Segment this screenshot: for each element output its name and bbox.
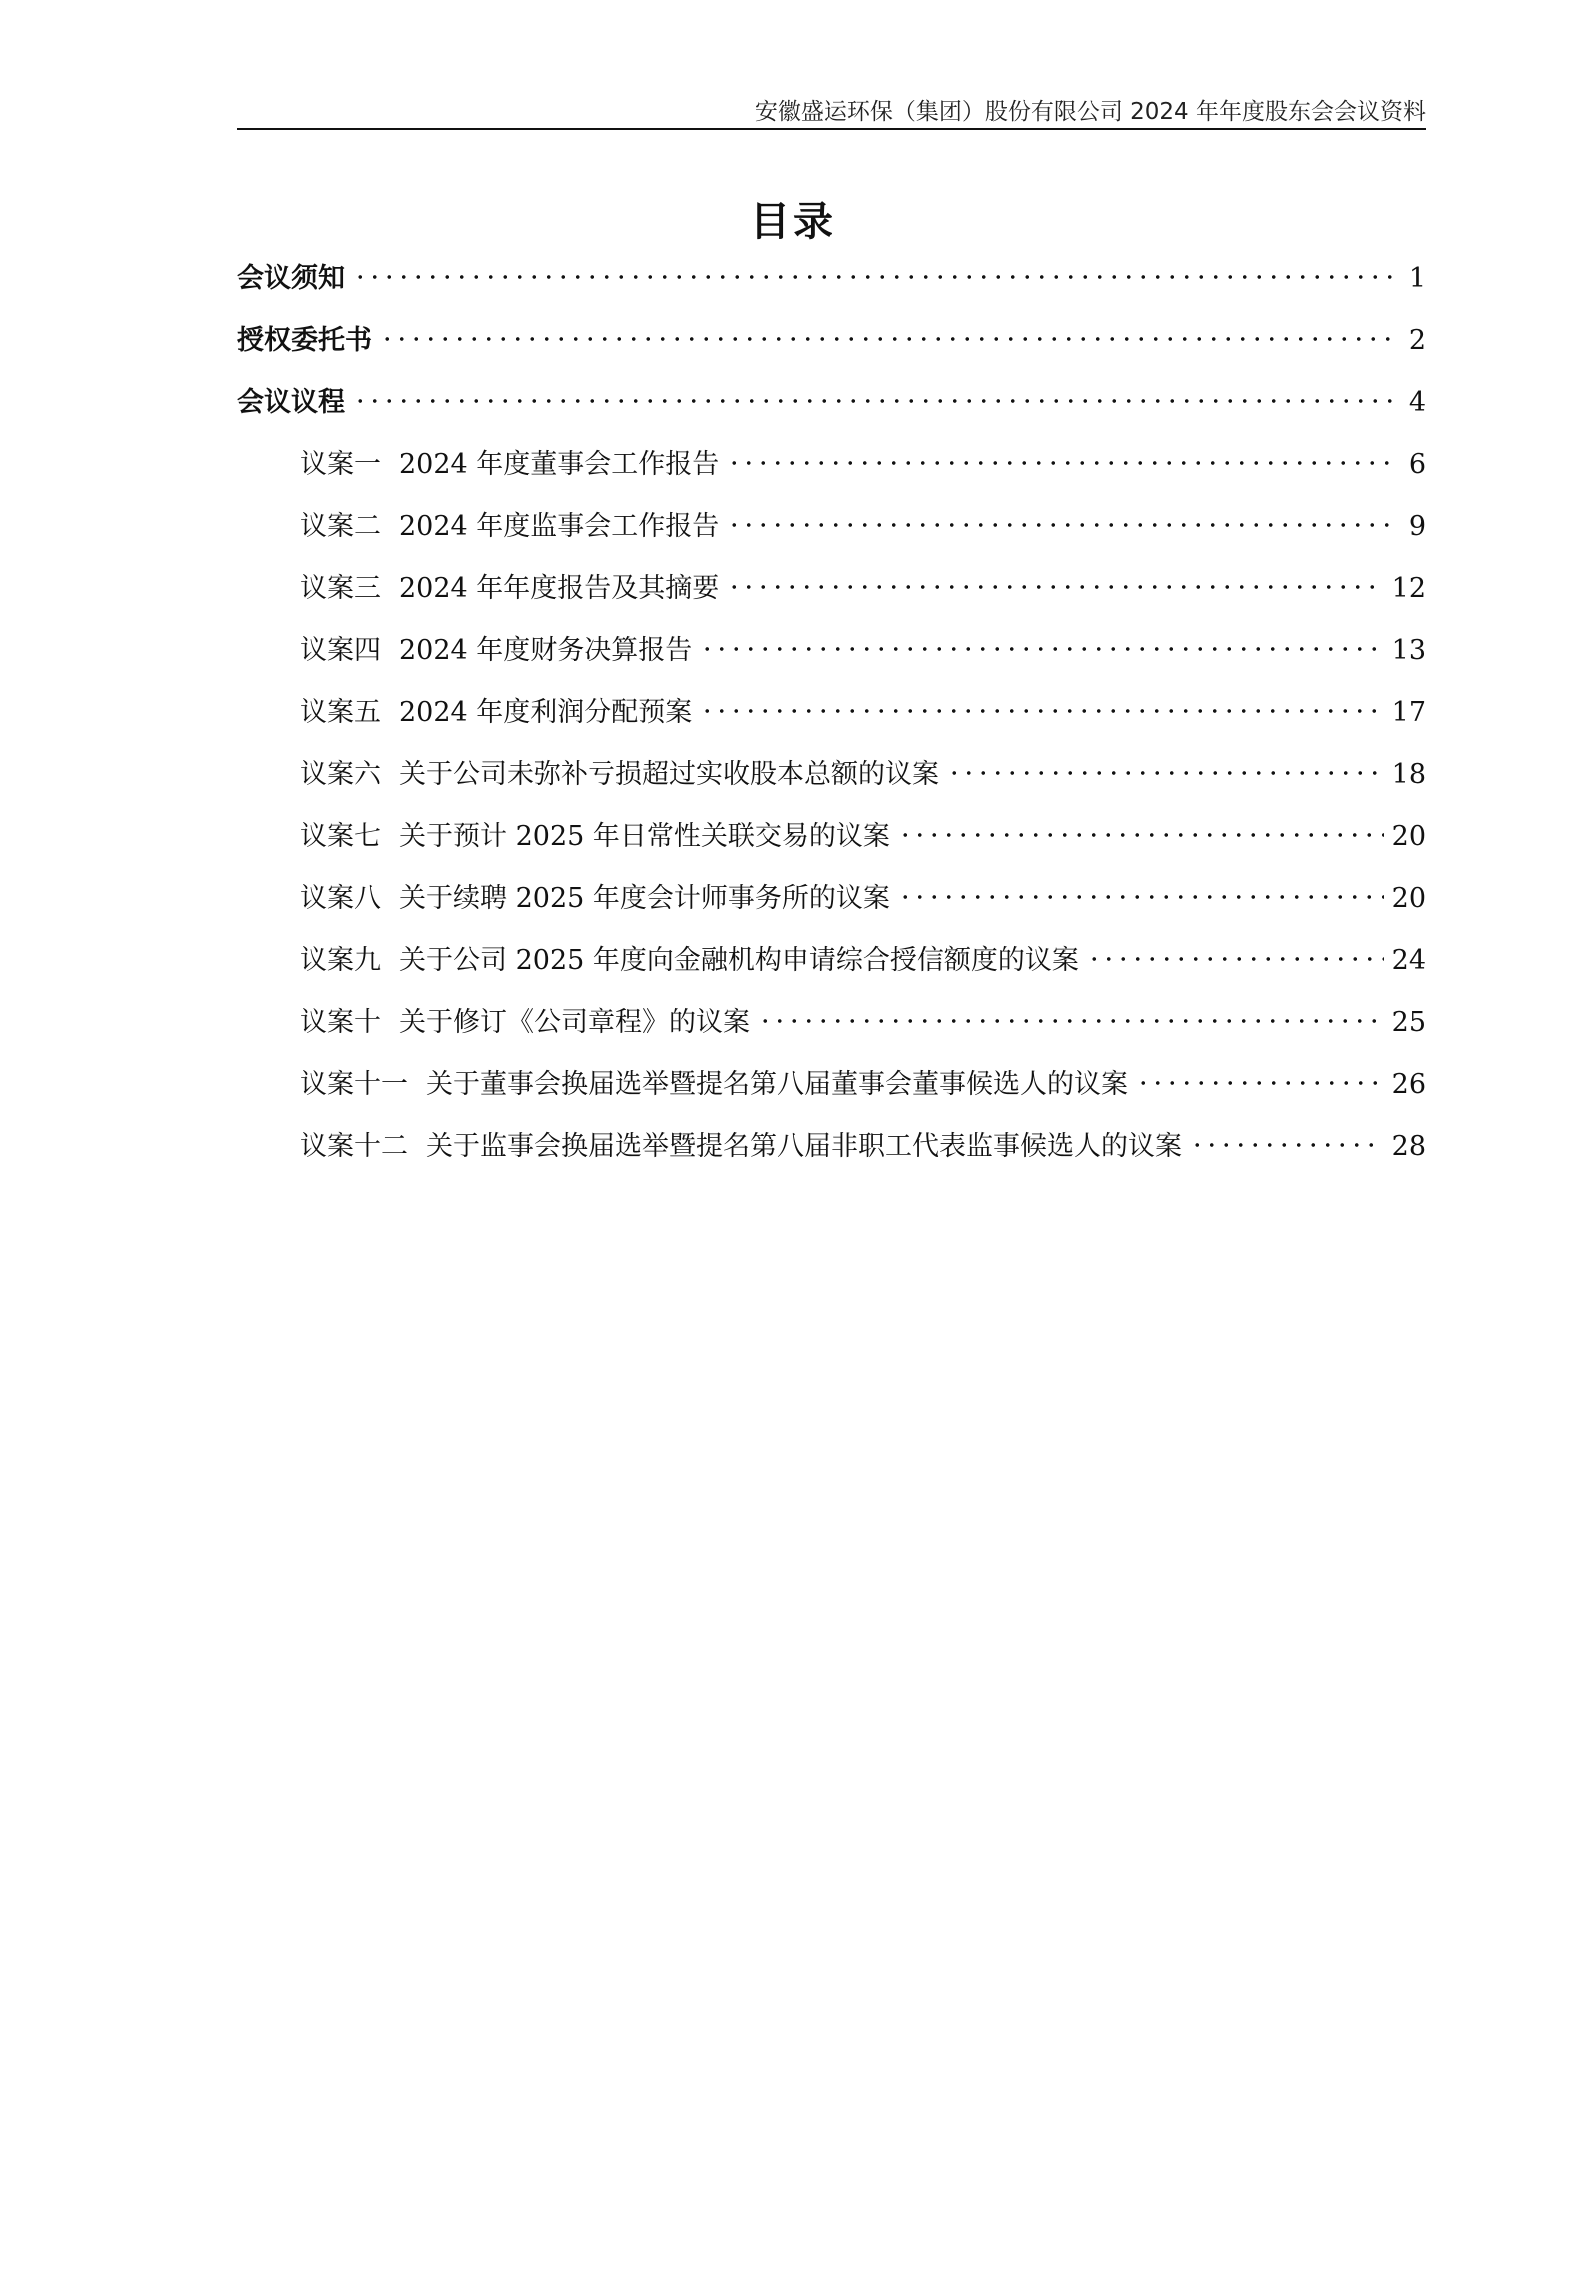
toc-entry-page: 6 xyxy=(1408,449,1426,480)
toc-leader-dots xyxy=(700,646,1383,652)
toc-entry-number: 议案九 xyxy=(300,945,381,976)
toc-entry-number: 议案八 xyxy=(300,883,381,914)
toc-subentry[interactable] xyxy=(237,992,1426,1054)
toc-subentry[interactable] xyxy=(237,682,1426,744)
toc-entry[interactable] xyxy=(237,248,1426,310)
toc-entry-number: 议案十 xyxy=(300,1007,381,1038)
toc-subentry[interactable] xyxy=(237,806,1426,868)
toc-entry-number: 议案三 xyxy=(300,573,381,604)
toc-entry-page: 12 xyxy=(1391,573,1426,604)
toc-subentry[interactable] xyxy=(237,434,1426,496)
toc-subentry[interactable] xyxy=(237,744,1426,806)
toc-title: 目录 xyxy=(750,198,836,245)
toc-entry-page: 4 xyxy=(1408,387,1426,418)
toc-entry[interactable] xyxy=(237,372,1426,434)
toc-entry-label: 议案九 关于公司 2025 年度向金融机构申请综合授信额度的议案 xyxy=(300,945,1079,976)
toc-subentry[interactable] xyxy=(237,1054,1426,1116)
toc-entry-label: 议案十一 关于董事会换届选举暨提名第八届董事会董事候选人的议案 xyxy=(300,1069,1128,1100)
toc-entry-label: 议案二 2024 年度监事会工作报告 xyxy=(300,511,720,542)
toc-entry-number: 议案十二 xyxy=(300,1131,408,1162)
toc-entry-label: 议案七 关于预计 2025 年日常性关联交易的议案 xyxy=(300,821,890,852)
running-header: 安徽盛运环保（集团）股份有限公司 2024 年年度股东会会议资料 xyxy=(754,99,1426,125)
toc-entry-label: 议案十 关于修订《公司章程》的议案 xyxy=(300,1007,750,1038)
toc-entry-label: 议案五 2024 年度利润分配预案 xyxy=(300,697,693,728)
toc-subentry[interactable] xyxy=(237,868,1426,930)
toc-subentry[interactable] xyxy=(237,1116,1426,1178)
toc-leader-dots xyxy=(727,584,1383,590)
toc-entry-number: 议案五 xyxy=(300,697,381,728)
toc-entry-label: 议案六 关于公司未弥补亏损超过实收股本总额的议案 xyxy=(300,759,939,790)
toc-entry-page: 17 xyxy=(1391,697,1426,728)
toc-leader-dots xyxy=(947,770,1384,776)
toc-entry[interactable] xyxy=(237,310,1426,372)
toc-entry-page: 28 xyxy=(1391,1131,1426,1162)
toc-entry-page: 13 xyxy=(1391,635,1426,666)
toc-entry-label: 会议须知 xyxy=(237,263,345,294)
toc-subentry[interactable] xyxy=(237,496,1426,558)
toc-entry-page: 26 xyxy=(1391,1069,1426,1100)
toc-entry-label: 会议议程 xyxy=(237,387,345,418)
toc-entry-label: 授权委托书 xyxy=(237,325,372,356)
toc-entry-page: 25 xyxy=(1391,1007,1426,1038)
table-of-contents xyxy=(237,248,1426,1178)
toc-leader-dots xyxy=(1190,1142,1384,1148)
toc-leader-dots xyxy=(700,708,1383,714)
toc-leader-dots xyxy=(353,398,1398,404)
toc-entry-label: 议案十二 关于监事会换届选举暨提名第八届非职工代表监事候选人的议案 xyxy=(300,1131,1182,1162)
toc-entry-page: 1 xyxy=(1408,263,1426,294)
toc-entry-number: 议案十一 xyxy=(300,1069,408,1100)
toc-leader-dots xyxy=(898,832,1384,838)
toc-entry-number: 议案一 xyxy=(300,449,381,480)
toc-entry-page: 24 xyxy=(1391,945,1426,976)
toc-entry-label: 议案四 2024 年度财务决算报告 xyxy=(300,635,693,666)
toc-leader-dots xyxy=(1136,1080,1384,1086)
toc-entry-page: 20 xyxy=(1391,883,1426,914)
toc-leader-dots xyxy=(898,894,1384,900)
toc-entry-label: 议案八 关于续聘 2025 年度会计师事务所的议案 xyxy=(300,883,890,914)
toc-entry-label: 议案三 2024 年年度报告及其摘要 xyxy=(300,573,720,604)
toc-entry-number: 议案六 xyxy=(300,759,381,790)
toc-leader-dots xyxy=(1087,956,1384,962)
toc-entry-page: 18 xyxy=(1391,759,1426,790)
toc-leader-dots xyxy=(727,522,1398,528)
header-divider xyxy=(237,128,1426,130)
toc-entry-label: 议案一 2024 年度董事会工作报告 xyxy=(300,449,720,480)
toc-entry-number: 议案七 xyxy=(300,821,381,852)
toc-leader-dots xyxy=(353,274,1398,280)
toc-subentry[interactable] xyxy=(237,930,1426,992)
toc-entry-page: 9 xyxy=(1408,511,1426,542)
toc-entry-number: 议案二 xyxy=(300,511,381,542)
toc-entry-number: 议案四 xyxy=(300,635,381,666)
toc-leader-dots xyxy=(727,460,1398,466)
toc-leader-dots xyxy=(380,336,1398,342)
toc-entry-page: 20 xyxy=(1391,821,1426,852)
toc-subentry[interactable] xyxy=(237,558,1426,620)
toc-leader-dots xyxy=(758,1018,1384,1024)
toc-subentry[interactable] xyxy=(237,620,1426,682)
toc-entry-page: 2 xyxy=(1408,325,1426,356)
